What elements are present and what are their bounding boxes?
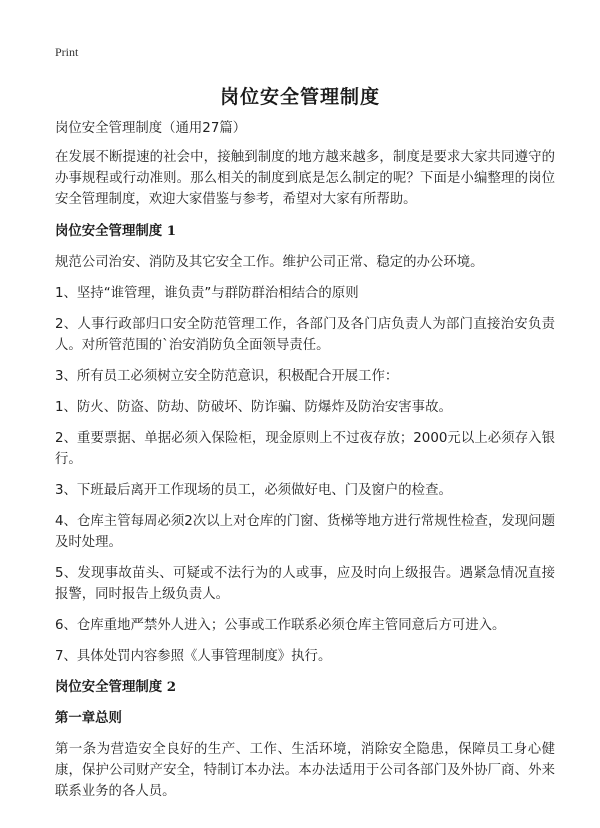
chapter-heading: 第一章总则 <box>55 710 122 726</box>
paragraph: 7、具体处罚内容参照《人事管理制度》执行。 <box>55 649 332 664</box>
paragraph: 3、所有员工必须树立安全防范意识，积极配合开展工作： <box>55 369 399 384</box>
section-heading-1: 岗位安全管理制度 1 <box>55 223 177 239</box>
document-subtitle: 岗位安全管理制度（通用27篇） <box>55 121 247 136</box>
paragraph: 2、人事行政部归口安全防范管理工作，各部门及各门店负责人为部门直接治安负责人。对所管范围的`治安消防负全面领导责任。 <box>55 317 555 353</box>
document-body <box>55 118 555 812</box>
section-heading-2: 岗位安全管理制度 2 <box>55 679 177 695</box>
paragraph: 1、坚持“谁管理，谁负责”与群防群治相结合的原则 <box>55 286 359 301</box>
print-link[interactable]: Print <box>55 45 79 59</box>
paragraph: 2、重要票据、单据必须入保险柜，现金原则上不过夜存放；2000元以上必须存入银行。 <box>55 431 555 467</box>
paragraph: 规范公司治安、消防及其它安全工作。维护公司正常、稳定的办公环境。 <box>55 255 484 270</box>
paragraph: 5、发现事故苗头、可疑或不法行为的人或事，应及时向上级报告。遇紧急情况直接报警，同时报告上级负责人。 <box>55 566 555 602</box>
paragraph: 1、防火、防盗、防劫、防破坏、防诈骗、防爆炸及防治安害事故。 <box>55 400 452 415</box>
paragraph: 6、仓库重地严禁外人进入；公事或工作联系必须仓库主管同意后方可进入。 <box>55 618 506 633</box>
paragraph: 3、下班最后离开工作现场的员工，必须做好电、门及窗户的检查。 <box>55 483 452 498</box>
paragraph: 4、仓库主管每周必须2次以上对仓库的门窗、货梯等地方进行常规性检查，发现问题及时处理。 <box>55 514 555 550</box>
paragraph: 第一条为营造安全良好的生产、工作、生活环境，消除安全隐患，保障员工身心健康，保护公司财产安全，特制订本办法。本办法适用于公司各部门及外协厂商、外来联系业务的各人员。 <box>55 742 555 799</box>
page-title: 岗位安全管理制度 <box>219 86 380 108</box>
intro-paragraph: 在发展不断提速的社会中，接触到制度的地方越来越多，制度是要求大家共同遵守的办事规程或行动准则。那么相关的制度到底是怎么制定的呢？下面是小编整理的岗位安全管理制度，欢迎大家借鉴与参考，希望对大家有所帮助。 <box>55 150 555 207</box>
